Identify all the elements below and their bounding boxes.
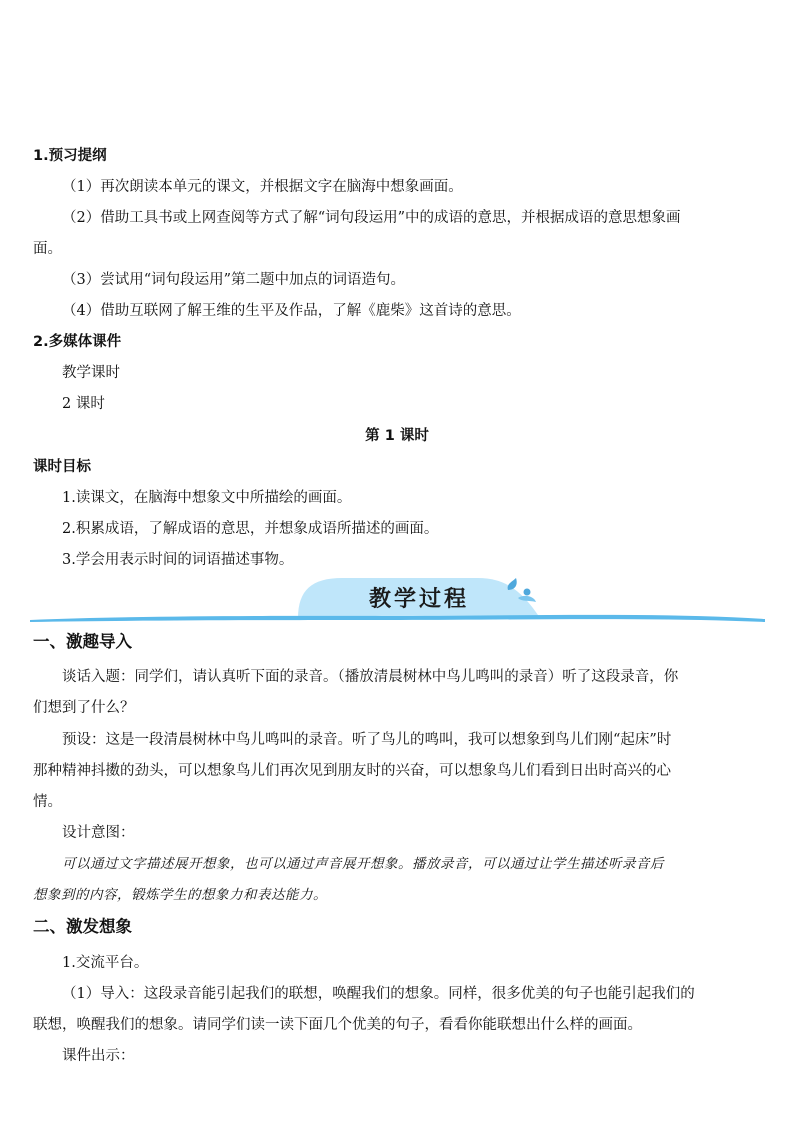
design-intent-label: 设计意图： bbox=[62, 825, 135, 841]
preview-item-4: （4）借助互联网了解王维的生平及作品，了解《鹿柴》这首诗的意思。 bbox=[62, 303, 521, 319]
goal-item-2: 2.积累成语，了解成语的意思，并想象成语所描述的画面。 bbox=[62, 521, 439, 537]
section-heading-preview: 1.预习提纲 bbox=[33, 148, 107, 164]
banner-title: 教学过程 bbox=[368, 587, 469, 612]
part2-para2: 课件出示： bbox=[62, 1048, 135, 1064]
goals-heading: 课时目标 bbox=[33, 459, 91, 475]
teaching-process-banner bbox=[30, 572, 770, 628]
goal-item-3: 3.学会用表示时间的词语描述事物。 bbox=[62, 552, 294, 568]
part1-para2-line3: 情。 bbox=[33, 794, 62, 810]
teaching-hours-value: 2 课时 bbox=[62, 396, 105, 412]
design-intent-line1: 可以通过文字描述展开想象，也可以通过声音展开想象。播放录音，可以通过让学生描述听录音后 bbox=[62, 856, 664, 872]
teaching-hours-label: 教学课时 bbox=[62, 365, 120, 381]
goal-item-1: 1.读课文，在脑海中想象文中所描绘的画面。 bbox=[62, 490, 352, 506]
part2-heading: 二、激发想象 bbox=[33, 917, 132, 936]
design-intent-line2: 想象到的内容，锻炼学生的想象力和表达能力。 bbox=[33, 887, 327, 903]
section-heading-multimedia: 2.多媒体课件 bbox=[33, 334, 122, 350]
part1-para1-line1: 谈话入题：同学们，请认真听下面的录音。（播放清晨树林中鸟儿鸣叫的录音）听了这段录音，你 bbox=[62, 669, 679, 685]
part2-para1-line1: （1）导入：这段录音能引起我们的联想，唤醒我们的想象。同样，很多优美的句子也能引起我们的 bbox=[62, 986, 695, 1002]
part1-para2-line1: 预设：这是一段清晨树林中鸟儿鸣叫的录音。听了鸟儿的鸣叫，我可以想象到鸟儿们刚“起床”时 bbox=[62, 732, 672, 748]
part1-heading: 一、激趣导入 bbox=[33, 632, 132, 651]
preview-item-1: （1）再次朗读本单元的课文，并根据文字在脑海中想象画面。 bbox=[62, 179, 463, 195]
preview-item-2-cont: 面。 bbox=[33, 241, 62, 257]
lesson-title: 第 1 课时 bbox=[365, 428, 429, 444]
part1-para1-line2: 们想到了什么？ bbox=[33, 700, 135, 716]
part2-para1-line2: 联想，唤醒我们的想象。请同学们读一读下面几个优美的句子，看看你能联想出什么样的画面。 bbox=[33, 1017, 642, 1033]
part2-item1: 1.交流平台。 bbox=[62, 955, 149, 971]
preview-item-2: （2）借助工具书或上网查阅等方式了解“词句段运用”中的成语的意思，并根据成语的意思想象画 bbox=[62, 210, 681, 226]
preview-item-3: （3）尝试用“词句段运用”第二题中加点的词语造句。 bbox=[62, 272, 406, 288]
part1-para2-line2: 那种精神抖擞的劲头，可以想象鸟儿们再次见到朋友时的兴奋，可以想象鸟儿们看到日出时高兴的心 bbox=[33, 763, 671, 779]
